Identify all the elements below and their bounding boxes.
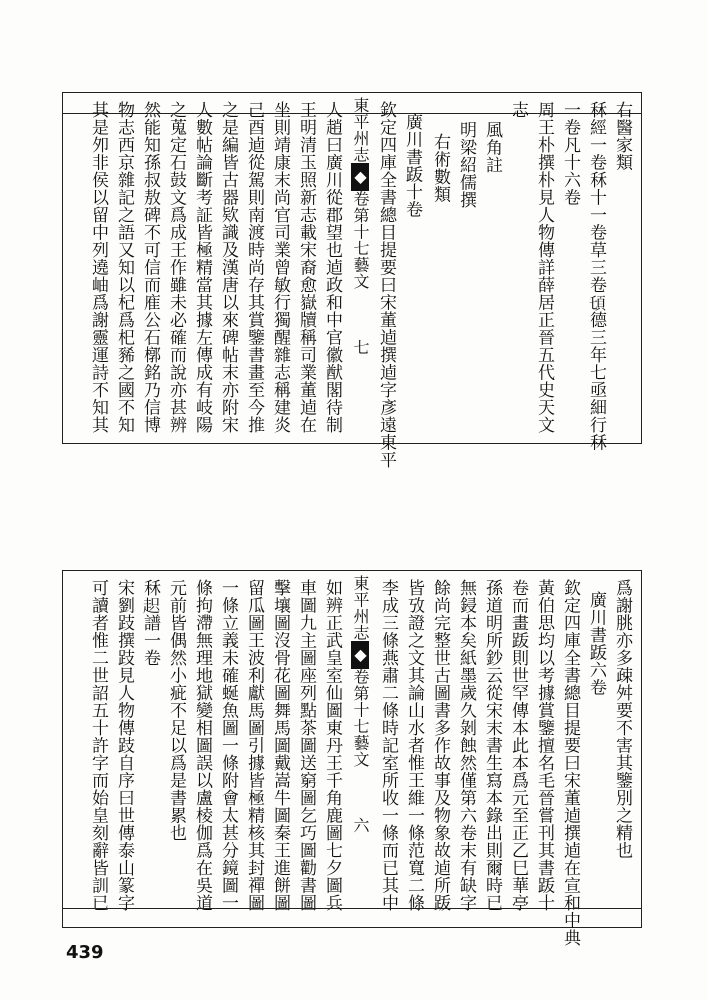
- bottom-col-5: 卷而畫䟦則世罕傳本此本爲元至正乙巳華亭: [508, 579, 528, 912]
- bottom-col-17: 元前皆偶然小疵不足以爲是書累也: [166, 579, 186, 842]
- top-col-7: 明梁紹儒撰: [456, 121, 476, 209]
- bottom-col-13: 擊壤圖沒骨花圖舞馬圖戴嵩牛圖秦王進餅圖: [270, 579, 290, 912]
- top-col-6: 風角註: [482, 121, 502, 174]
- bottom-col-14: 留瓜圖王波利獻馬圖引據皆極精核其封禪圖: [244, 579, 264, 912]
- bottom-col-18: 秝𧻍譜一卷: [140, 579, 160, 667]
- bottom-header-section: 藝文: [351, 734, 370, 768]
- bottom-fold-mark: ◆: [351, 641, 369, 669]
- top-col-1: 右醫家類: [612, 101, 632, 171]
- bottom-col-1: 爲謝朓亦多疎舛要不害其鑒別之精也: [612, 579, 632, 859]
- top-col-3: 一卷凡十六卷: [560, 101, 580, 206]
- bottom-col-16: 條拘滯無理地獄變相圖誤以盧棱伽爲在吳道: [192, 579, 212, 912]
- top-col-11: 人趙曰廣川從郡望也逌政和中官徽猷閣待制: [322, 101, 342, 434]
- bottom-col-2: 廣川書䟦六卷: [586, 591, 606, 696]
- bottom-col-6: 孫道明所鈔云從宋末書生寫本錄出則爾時已: [482, 579, 502, 912]
- top-header-title: 東平州志: [351, 97, 370, 163]
- top-col-9: 廣川書䟦十卷: [402, 113, 422, 218]
- top-header-section: 藝文: [351, 256, 370, 290]
- bottom-header-page: 六: [351, 817, 370, 834]
- bottom-col-10: 李成三條燕肅二條時記室所收一條而已其中: [378, 579, 398, 912]
- top-fold-mark: ◆: [351, 163, 369, 191]
- bottom-header-volume: 卷第十七: [351, 668, 370, 735]
- bottom-col-15: 一條立義未確蜒魚圖一條附會太甚分鏡圖一: [218, 579, 238, 912]
- top-col-19: 物志西京雜記之語又知以杞爲𣏌豨之國不知: [114, 101, 134, 434]
- top-col-15: 之是編皆古器欵識及漢唐以來碑帖末亦附宋: [218, 101, 238, 434]
- bottom-header-column: [351, 571, 369, 927]
- top-col-12: 王明清玉照新志載宋裔愈嶽牘稱司業董逌在: [296, 101, 316, 434]
- page-panel-bottom: [62, 570, 642, 947]
- bottom-col-20: 可讀者惟二世詔五十許字而始皇刻辭皆訓已: [88, 579, 108, 912]
- top-col-17: 之蒐定石鼓文爲成王作雖未必確而說亦甚辨: [166, 101, 186, 434]
- top-col-18: 然能知孫叔敖碑不可信而㢈公石槨銘乃信博: [140, 101, 160, 434]
- top-col-13: 坐則靖康末尚官司業曾敏行獨醒雜志稱建炎: [270, 101, 290, 434]
- top-header-volume: 卷第十七: [351, 190, 370, 257]
- bottom-col-12: 車圖九主圖座列點茶圖送窮圖乞巧圖勸書圖: [296, 579, 316, 912]
- bottom-border-rule: [63, 908, 641, 909]
- top-col-16: 人數帖論斷考証皆極精當其據左傳成有岐陽: [192, 101, 212, 434]
- top-col-10: 欽定四庫全書總目提要曰宋董逌撰逌字彥遠東平: [376, 101, 396, 469]
- bottom-col-3: 欽定四庫全書總目提要曰宋董逌撰逌在宣和中典: [560, 579, 580, 947]
- bottom-col-19: 宋劉跂撰跂見人物傳跂自序曰世傳泰山篆字: [114, 579, 134, 912]
- bottom-col-11: 如辨正武皇室仙圖東丹王千角鹿圖七夕圖兵: [322, 579, 342, 912]
- bottom-col-7: 無鋟本矣紙墨歲久剝蝕然僅第六卷末有缺字: [456, 579, 476, 912]
- top-col-14: 己酉逌從駕則南渡時尚存其賞鑒書畫至今推: [244, 101, 264, 434]
- bottom-header-title: 東平州志: [351, 575, 370, 641]
- top-header-column: [351, 93, 369, 443]
- bottom-col-8: 餘尚完整世古圖書多作故事及物象故逌所䟦: [430, 579, 450, 912]
- top-col-8: 右術數類: [430, 133, 450, 203]
- page-number: 439: [66, 942, 104, 963]
- top-col-5: 志: [508, 101, 528, 119]
- bottom-col-4: 黃伯思均以考據賞鑒擅名毛晉嘗刊其書䟦十: [534, 579, 554, 912]
- top-col-20: 其是夘非侯以留中列遶岫爲謝靈運詩不知其: [88, 101, 108, 434]
- top-header-page: 七: [351, 339, 370, 356]
- top-col-2: 秝經一卷秝十一卷草三卷𩑒德三年七亟細行秝: [586, 101, 606, 451]
- top-col-4: 周王朴撰朴見人物傳詳薛居正晉五代史天文: [534, 101, 554, 434]
- page-panel-top: [62, 92, 642, 469]
- bottom-col-9: 皆攷證之文其論山水者惟王維一條范寬二條: [404, 579, 424, 912]
